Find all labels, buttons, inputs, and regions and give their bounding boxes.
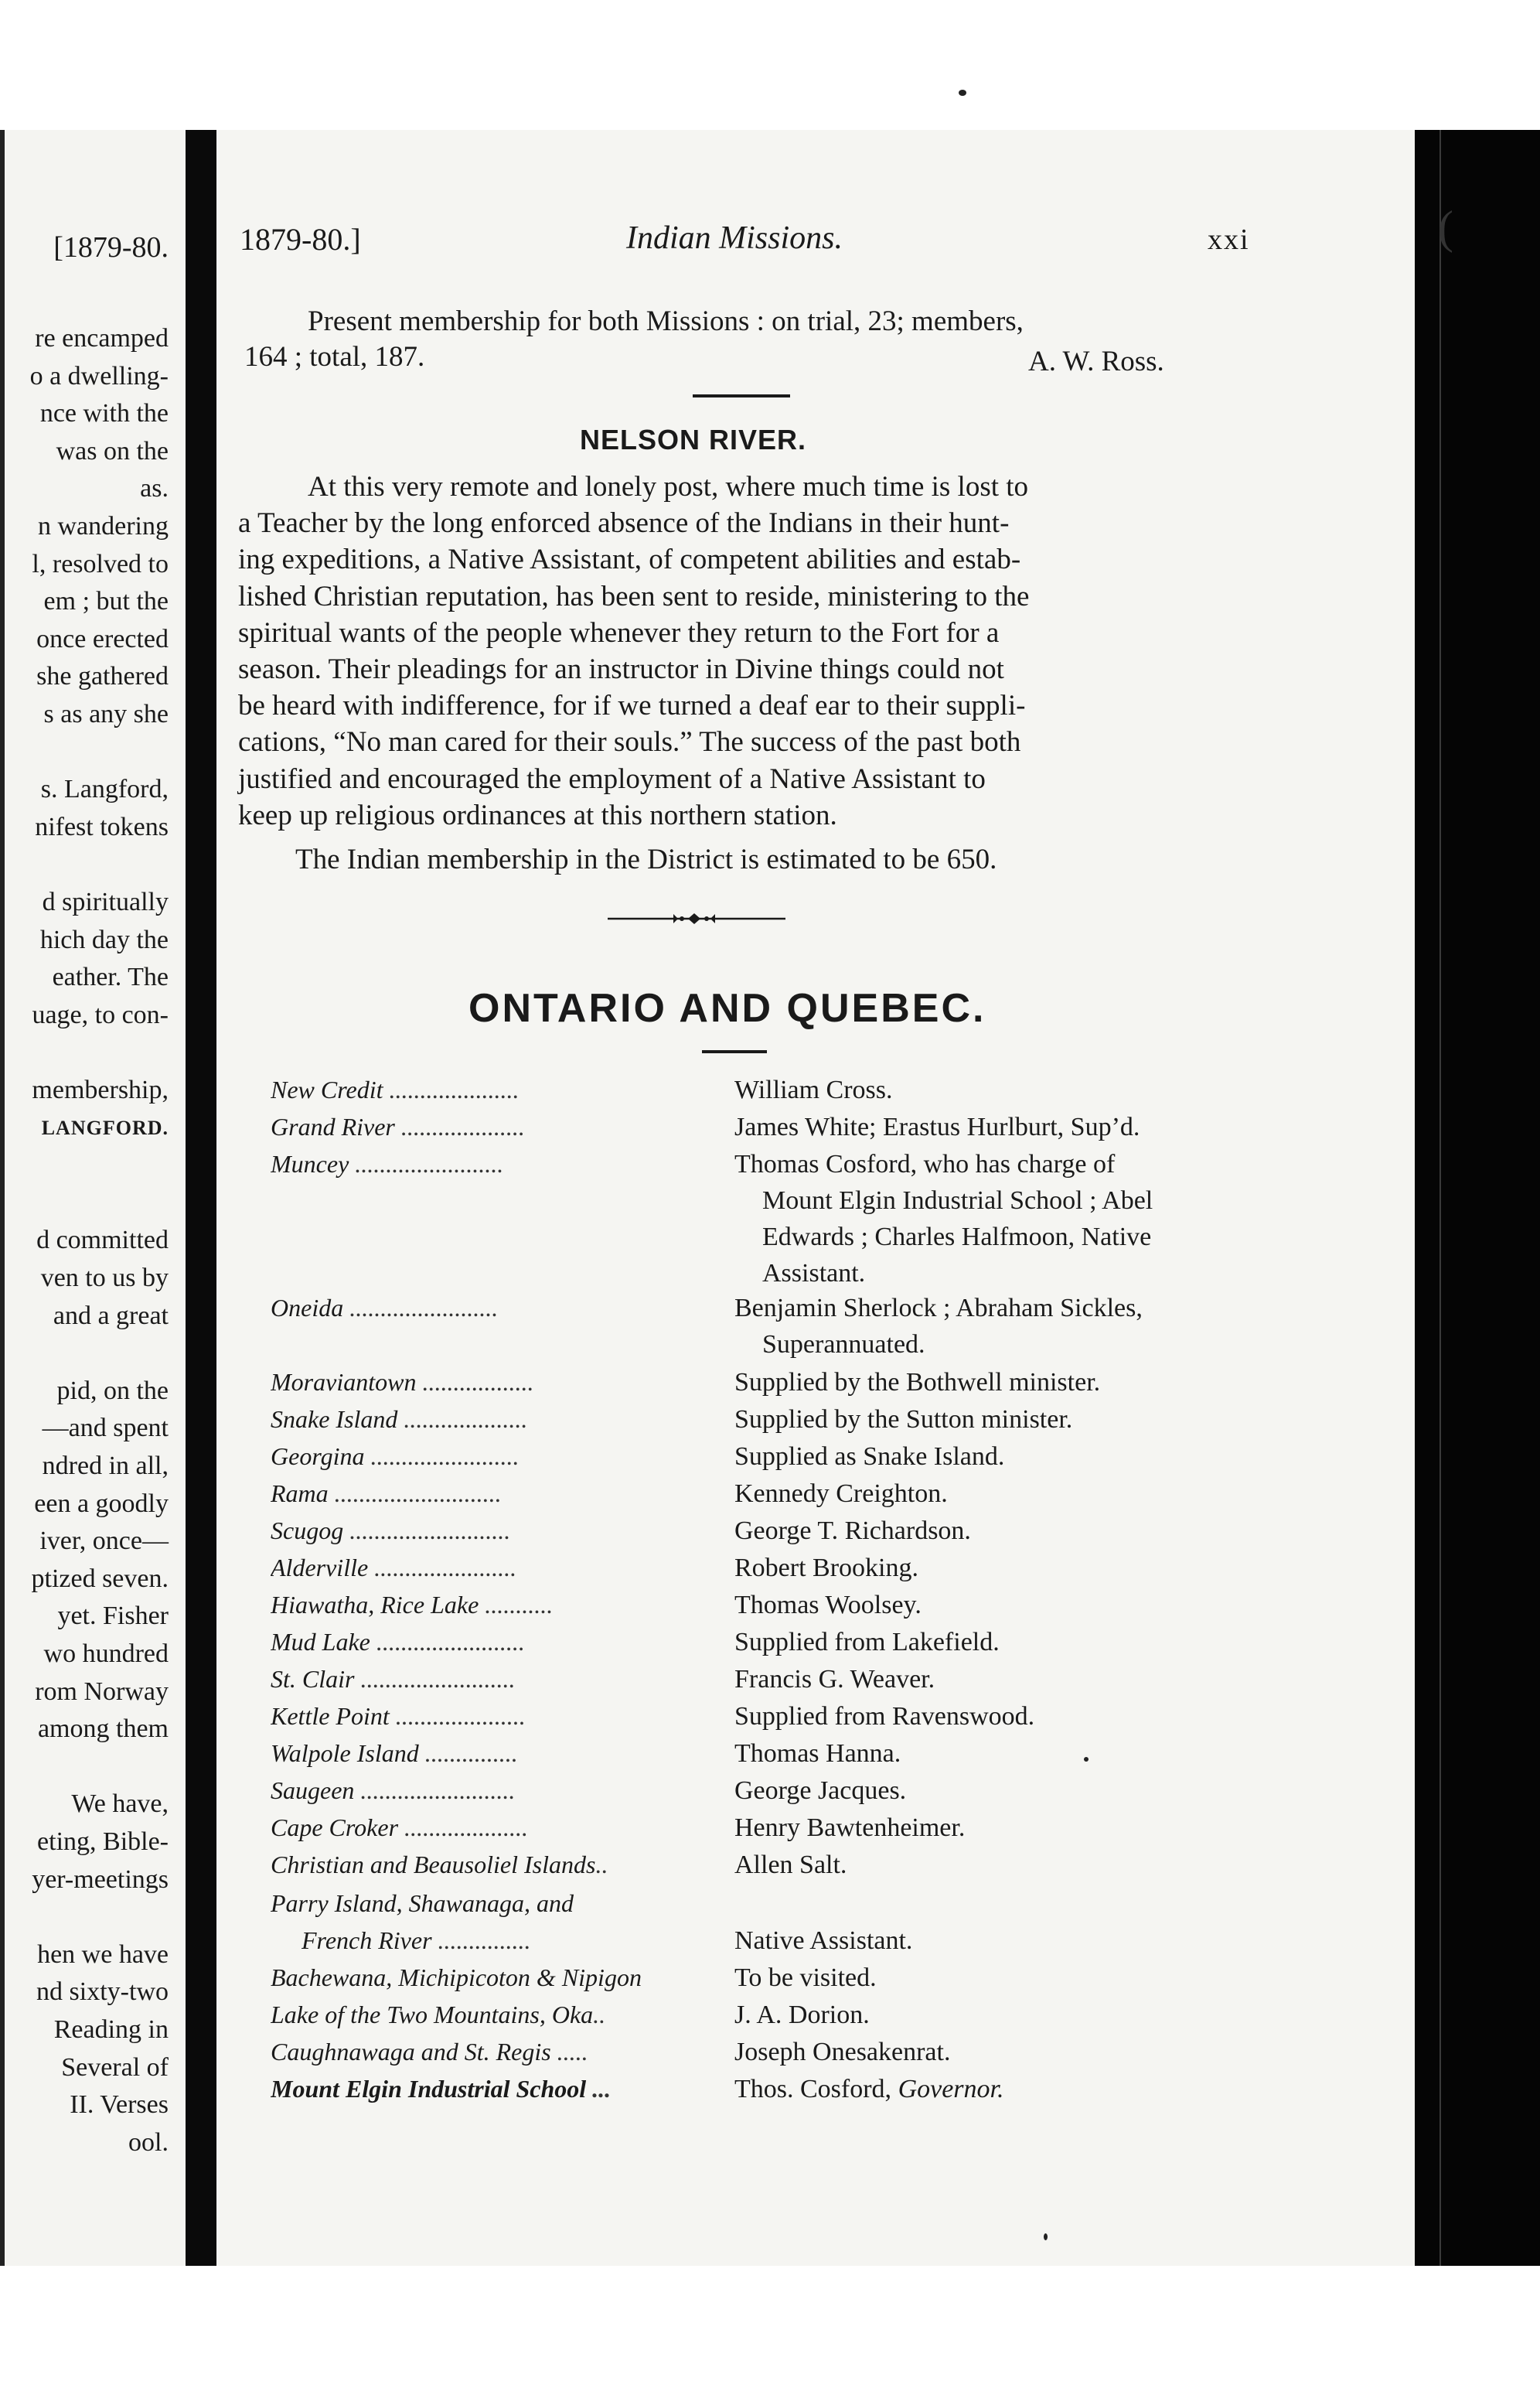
leader-dots: ......................... — [354, 1776, 516, 1804]
assignment-line: Supplied as Snake Island. — [734, 1442, 1005, 1471]
left-page-line: membership, — [32, 1076, 169, 1104]
nelson-paragraph-line: cations, “No man cared for their souls.” The success of the past both — [238, 726, 1021, 759]
station-label: Christian and Beausoliel Islands — [271, 1851, 596, 1878]
left-page-line: —and spent — [42, 1414, 169, 1443]
leader-dots: ......................... — [354, 1665, 516, 1693]
leader-dots: ..................... — [383, 1076, 520, 1104]
left-page-line: as. — [140, 474, 169, 503]
missionary-assignment — [734, 1847, 1245, 1883]
left-neighbor-page — [0, 130, 186, 2266]
membership-line-1: Present membership for both Missions : on trial, 23; members, — [308, 305, 1024, 337]
mission-station-name — [302, 1922, 727, 1958]
assignment-line: Thomas Hanna. — [734, 1739, 901, 1768]
left-page-line: em ; but the — [43, 587, 169, 616]
mission-station-name — [271, 1624, 696, 1660]
scan-right-background — [1415, 130, 1540, 2266]
station-label: Bachewana, Michipicoton & Nipigon — [271, 1963, 642, 1991]
station-label: Oneida — [271, 1294, 344, 1322]
left-page-line: once erected — [36, 624, 169, 653]
missionary-assignment — [734, 1698, 1245, 1735]
scan-speck — [959, 90, 966, 96]
nelson-paragraph-line: justified and encouraged the employment of a Native Assistant to — [238, 762, 986, 795]
mission-station-name — [271, 2071, 696, 2107]
left-page-line: LANGFORD. — [41, 1116, 169, 1139]
assignment-line: Kennedy Creighton. — [734, 1479, 948, 1508]
station-label: Cape Croker — [271, 1813, 399, 1841]
station-label: Alderville — [271, 1554, 369, 1581]
missionary-assignment — [734, 1735, 1245, 1772]
leader-dots: ........................... — [328, 1479, 502, 1507]
station-label: Grand River — [271, 1113, 395, 1141]
scan-right-strip — [1439, 130, 1441, 2266]
left-page-line: n wandering — [37, 512, 169, 541]
station-label: Caughnawaga and St. Regis — [271, 2038, 551, 2066]
assignment-line: Thomas Woolsey. — [734, 1591, 922, 1619]
mission-station-name — [271, 1401, 696, 1437]
station-label: Kettle Point — [271, 1702, 390, 1730]
left-page-line: l, resolved to — [32, 549, 169, 578]
left-page-line: iver, once— — [39, 1527, 169, 1556]
missionary-assignment — [734, 1661, 1245, 1697]
leader-dots: ........................ — [364, 1442, 520, 1470]
station-label: Rama — [271, 1479, 329, 1507]
left-page-line: ndred in all, — [42, 1452, 169, 1480]
left-page-line: hen we have — [37, 1939, 169, 1969]
left-page-edge — [0, 130, 5, 2266]
left-page-line: d spiritually — [42, 888, 169, 916]
left-page-line: eting, Bible- — [37, 1827, 169, 1856]
leader-dots: .................... — [398, 1813, 529, 1841]
leader-dots: ........... — [479, 1591, 554, 1619]
left-page-line: yet. Fisher — [57, 1602, 169, 1631]
assignment-line: Allen Salt. — [734, 1851, 847, 1879]
nelson-paragraph-line: a Teacher by the long enforced absence of the Indians in their hunt- — [238, 507, 1010, 540]
assignment-line: Supplied by the Sutton minister. — [734, 1405, 1073, 1434]
left-page-line: pid, on the — [56, 1376, 169, 1405]
station-label: Muncey — [271, 1150, 349, 1178]
signature-ross: A. W. Ross. — [1028, 346, 1164, 377]
station-label: Snake Island — [271, 1405, 398, 1433]
mission-station-name — [271, 2034, 696, 2069]
left-page-line: ptized seven. — [31, 1564, 169, 1593]
mission-station-name — [271, 1513, 696, 1548]
missionary-assignment — [734, 1364, 1245, 1400]
station-label: St. Clair — [271, 1665, 355, 1693]
assignment-line: Supplied from Ravenswood. — [734, 1702, 1035, 1731]
assignment-line: Benjamin Sherlock ; Abraham Sickles, — [734, 1294, 1143, 1322]
left-page-line: ool. — [128, 2127, 169, 2157]
assignment-line: Francis G. Weaver. — [734, 1665, 935, 1694]
mission-station-name — [271, 1364, 696, 1400]
assignment-line: George T. Richardson. — [734, 1516, 971, 1545]
mission-station-name — [271, 1072, 696, 1107]
running-head-title: Indian Missions. — [626, 220, 843, 256]
assignment-line: Mount Elgin Industrial School ; Abel — [762, 1186, 1153, 1215]
station-label: Scugog — [271, 1516, 344, 1544]
left-page-line: re encamped — [35, 324, 169, 353]
left-page-line: was on the — [56, 436, 169, 466]
station-label: French River — [302, 1926, 432, 1954]
mission-station-name — [271, 1997, 696, 2032]
left-page-line: nce with the — [39, 399, 169, 428]
left-page-header: [1879-80. — [53, 231, 169, 264]
station-label: Mount Elgin Industrial School — [271, 2075, 587, 2103]
station-label: Saugeen — [271, 1776, 355, 1804]
station-label: Moraviantown — [271, 1368, 417, 1396]
leader-dots: .................... — [394, 1113, 525, 1141]
mission-station-name — [271, 1438, 696, 1474]
assignment-line: George Jacques. — [734, 1776, 907, 1805]
left-page-line: ven to us by — [40, 1264, 169, 1292]
station-label: Mud Lake — [271, 1628, 370, 1656]
ontario-quebec-heading: ONTARIO AND QUEBEC. — [468, 986, 986, 1031]
missionary-assignment — [734, 1587, 1245, 1623]
leader-dots: ........................ — [349, 1150, 504, 1178]
missionary-assignment — [734, 1922, 1245, 1959]
missionary-assignment — [734, 1072, 1245, 1108]
nelson-paragraph-line: lished Christian reputation, has been sent to reside, ministering to the — [238, 580, 1030, 612]
station-label: Lake of the Two Mountains, Oka — [271, 2001, 594, 2028]
left-page-line: nifest tokens — [35, 812, 169, 841]
station-label: New Credit — [271, 1076, 383, 1104]
scan-top-margin — [0, 0, 1540, 130]
nelson-paragraph-line: be heard with indifference, for if we turned a deaf ear to their suppli- — [238, 690, 1026, 722]
left-page-line: uage, to con- — [32, 1000, 169, 1029]
missionary-assignment — [734, 1290, 1245, 1363]
main-page — [216, 130, 1415, 2266]
station-label: Hiawatha, Rice Lake — [271, 1591, 479, 1619]
assignment-line: Robert Brooking. — [734, 1554, 918, 1582]
missionary-assignment — [734, 1401, 1245, 1438]
missionary-assignment — [734, 1960, 1245, 1996]
mission-station-name — [271, 1772, 696, 1808]
assignment-line: Edwards ; Charles Halfmoon, Native — [762, 1223, 1152, 1251]
leader-dots: .......................... — [343, 1516, 511, 1544]
assignment-line: Superannuated. — [762, 1330, 925, 1359]
membership-line-2: 164 ; total, 187. — [244, 341, 425, 373]
left-page-line: yer-meetings — [32, 1864, 169, 1894]
leader-dots: ..................... — [389, 1702, 526, 1730]
missionary-assignment — [734, 2071, 1245, 2107]
leader-dots: ............... — [418, 1739, 518, 1767]
left-page-line: een a goodly — [34, 1489, 169, 1518]
leader-dots: ........................ — [370, 1628, 525, 1656]
assignment-line: Henry Bawtenheimer. — [734, 1813, 966, 1842]
leader-dots: .. — [595, 1851, 608, 1878]
nelson-paragraph-line: ing expeditions, a Native Assistant, of competent abilities and estab- — [238, 544, 1021, 576]
assignment-title: Governor. — [891, 2075, 1004, 2103]
mission-station-name — [271, 1550, 696, 1585]
left-page-line: d committed — [36, 1226, 169, 1255]
leader-dots: ............... — [431, 1926, 531, 1954]
left-page-line: nd sixty-two — [36, 1977, 169, 2007]
book-spine-gutter — [186, 130, 216, 2266]
missionary-assignment — [734, 1109, 1245, 1145]
page-number: xxi — [1208, 223, 1250, 256]
mission-station-name — [271, 1810, 696, 1845]
missionary-assignment — [734, 1997, 1245, 2033]
missionary-assignment — [734, 1772, 1245, 1809]
missionary-assignment — [734, 1513, 1245, 1549]
leader-dots: ........................ — [343, 1294, 499, 1322]
assignment-line: Supplied by the Bothwell minister. — [734, 1368, 1101, 1397]
leader-dots: ... — [586, 2075, 612, 2103]
ornament-divider — [608, 909, 785, 928]
station-label: Georgina — [271, 1442, 365, 1470]
left-page-line: o a dwelling- — [29, 361, 169, 391]
left-page-line: II. Verses — [70, 2090, 169, 2120]
nelson-river-heading: NELSON RIVER. — [580, 424, 807, 455]
missionary-assignment — [734, 1810, 1245, 1846]
nelson-paragraph-line: season. Their pleadings for an instructor in Divine things could not — [238, 653, 1004, 685]
leader-dots: .................... — [397, 1405, 528, 1433]
missionary-assignment — [734, 1624, 1245, 1660]
left-page-line: s as any she — [43, 700, 169, 728]
leader-dots: .. — [593, 2001, 606, 2028]
running-head-year: 1879-80.] — [240, 222, 361, 257]
page-speck — [1084, 1757, 1089, 1762]
mission-station-name — [271, 1885, 696, 1921]
assignment-line: Thomas Cosford, who has charge of — [734, 1150, 1116, 1179]
assignment-line: James White; Erastus Hurlburt, Sup’d. — [734, 1113, 1140, 1141]
mission-station-name — [271, 1146, 696, 1182]
nelson-paragraph-line: spiritual wants of the people whenever they return to the Fort for a — [238, 616, 1000, 649]
nelson-membership-estimate: The Indian membership in the District is estimated to be 650. — [295, 844, 997, 875]
mission-station-name — [271, 1847, 696, 1882]
left-page-line: hich day the — [39, 925, 169, 954]
mission-station-name — [271, 1735, 696, 1771]
missionary-assignment — [734, 1550, 1245, 1586]
nelson-paragraph-line: keep up religious ordinances at this northern station. — [238, 799, 837, 831]
assignment-line: Joseph Onesakenrat. — [734, 2038, 951, 2066]
mission-station-name — [271, 1475, 696, 1511]
assignment-line: Supplied from Lakefield. — [734, 1628, 1000, 1656]
missionary-assignment — [734, 1475, 1245, 1512]
mission-station-name — [271, 1290, 696, 1325]
assignment-line: Thos. Cosford, — [734, 2075, 892, 2103]
scan-bottom-margin — [0, 2266, 1540, 2388]
left-page-line: rom Norway — [35, 1677, 169, 1706]
leader-dots: .................. — [416, 1368, 534, 1396]
assignment-line: William Cross. — [734, 1076, 893, 1104]
mission-station-name — [271, 1587, 696, 1622]
left-page-line: Reading in — [53, 2015, 169, 2044]
station-label: Parry Island, Shawanaga, and — [271, 1889, 574, 1917]
separator-rule — [693, 394, 790, 397]
left-page-line: Several of — [61, 2052, 169, 2082]
mission-station-name — [271, 1109, 696, 1145]
mission-station-name — [271, 1661, 696, 1697]
leader-dots: ....................... — [368, 1554, 517, 1581]
left-page-line: We have, — [71, 1789, 169, 1819]
station-label: Walpole Island — [271, 1739, 419, 1767]
missionary-assignment — [734, 2034, 1245, 2070]
left-page-line: she gathered — [36, 662, 169, 691]
nelson-paragraph-line: At this very remote and lonely post, where much time is lost to — [308, 471, 1029, 503]
assignment-line: To be visited. — [734, 1963, 877, 1992]
leader-dots: ..... — [550, 2038, 588, 2066]
assignment-line: Assistant. — [762, 1259, 866, 1288]
assignment-line: Native Assistant. — [734, 1926, 913, 1955]
mission-station-name — [271, 1960, 696, 1995]
left-page-line: among them — [37, 1714, 169, 1744]
assignment-line: J. A. Dorion. — [734, 2001, 870, 2029]
heading-underline — [702, 1050, 767, 1053]
left-page-line: eather. The — [52, 963, 169, 992]
mission-station-name — [271, 1698, 696, 1734]
page-speck — [1044, 2233, 1048, 2240]
missionary-assignment — [734, 1146, 1245, 1291]
missionary-assignment — [734, 1438, 1245, 1475]
left-page-line: wo hundred — [43, 1639, 169, 1668]
left-page-line: s. Langford, — [40, 775, 169, 804]
left-page-line: and a great — [53, 1301, 169, 1330]
margin-mark: ( — [1438, 202, 1453, 253]
